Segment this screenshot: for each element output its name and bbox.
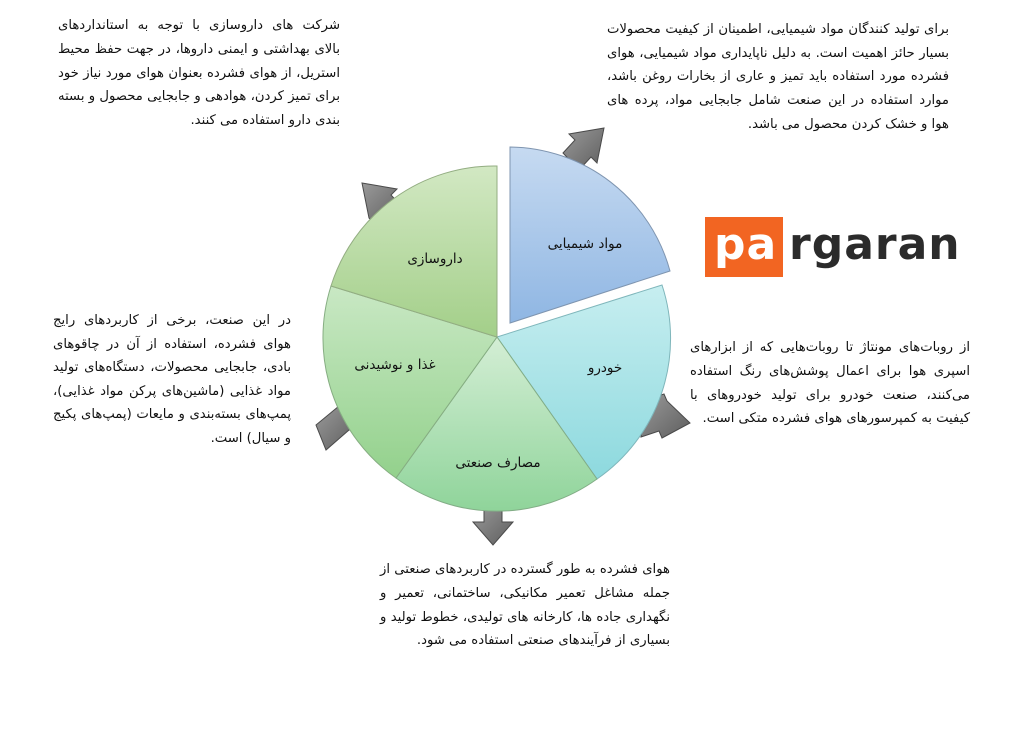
segment-label-chemicals: مواد شیمیایی bbox=[547, 236, 623, 252]
automotive-description: از روبات‌های مونتاژ تا روبات‌هایی که از ابزارهای اسپری هوا برای اعمال پوشش‌های رنگ استفاده می‌کنند، صنعت خودرو برای تولید خودروهای با کیفیت به کمپرسورهای هوای فشرده متکی است. bbox=[690, 340, 970, 427]
segment-label-automotive: خودرو bbox=[587, 360, 623, 376]
segment-label-industrial: مصارف صنعتی bbox=[455, 455, 541, 471]
logo-rest-text: rgaran bbox=[789, 219, 961, 270]
pharma-description: شرکت های داروسازی با توجه به استانداردهای بالای بهداشتی و ایمنی داروها، در جهت حفظ محیط استریل، از هوای فشرده بعنوان هوای مورد نیاز خود برای تمیز کردن، هوادهی و جابجایی محصول و بسته بندی دارو استفاده می کنند. bbox=[58, 18, 340, 129]
segment-label-food: غذا و نوشیدنی bbox=[354, 357, 436, 373]
industrial-description: هوای فشرده به طور گسترده در کاربردهای صنعتی از جمله مشاغل تعمیر مکانیکی، ساختمانی، تعمیر و نگهداری جاده ها، کارخانه های تولیدی، خطوط تولید و بسیاری از فرآیندهای صنعتی استفاده می شود. bbox=[380, 562, 670, 649]
logo-highlight-text: pa bbox=[714, 219, 778, 270]
food-description: در این صنعت، برخی از کاربردهای رایج هوای فشرده، استفاده از آن در چاقوهای بادی، جابجایی محصولات، دستگاه‌های تولید مواد غذایی (ماشین‌های پرکن مواد غذایی)، پمپ‌های بسته‌بندی و مایعات (پمپ‌های پکیج و سیال) است. bbox=[53, 313, 291, 446]
segment-label-pharma: داروسازی bbox=[407, 251, 463, 267]
chemicals-description: برای تولید کنندگان مواد شیمیایی، اطمینان از کیفیت محصولات بسیار حائز اهمیت است. به دلیل ناپایداری مواد شیمیایی، هوای فشرده مورد استفاده باید تمیز و عاری از بخارات روغن باشد، موارد استفاده در این صنعت شامل جابجایی مواد، پرده های هوا و خشک کردن محصول می باشد. bbox=[607, 22, 949, 132]
